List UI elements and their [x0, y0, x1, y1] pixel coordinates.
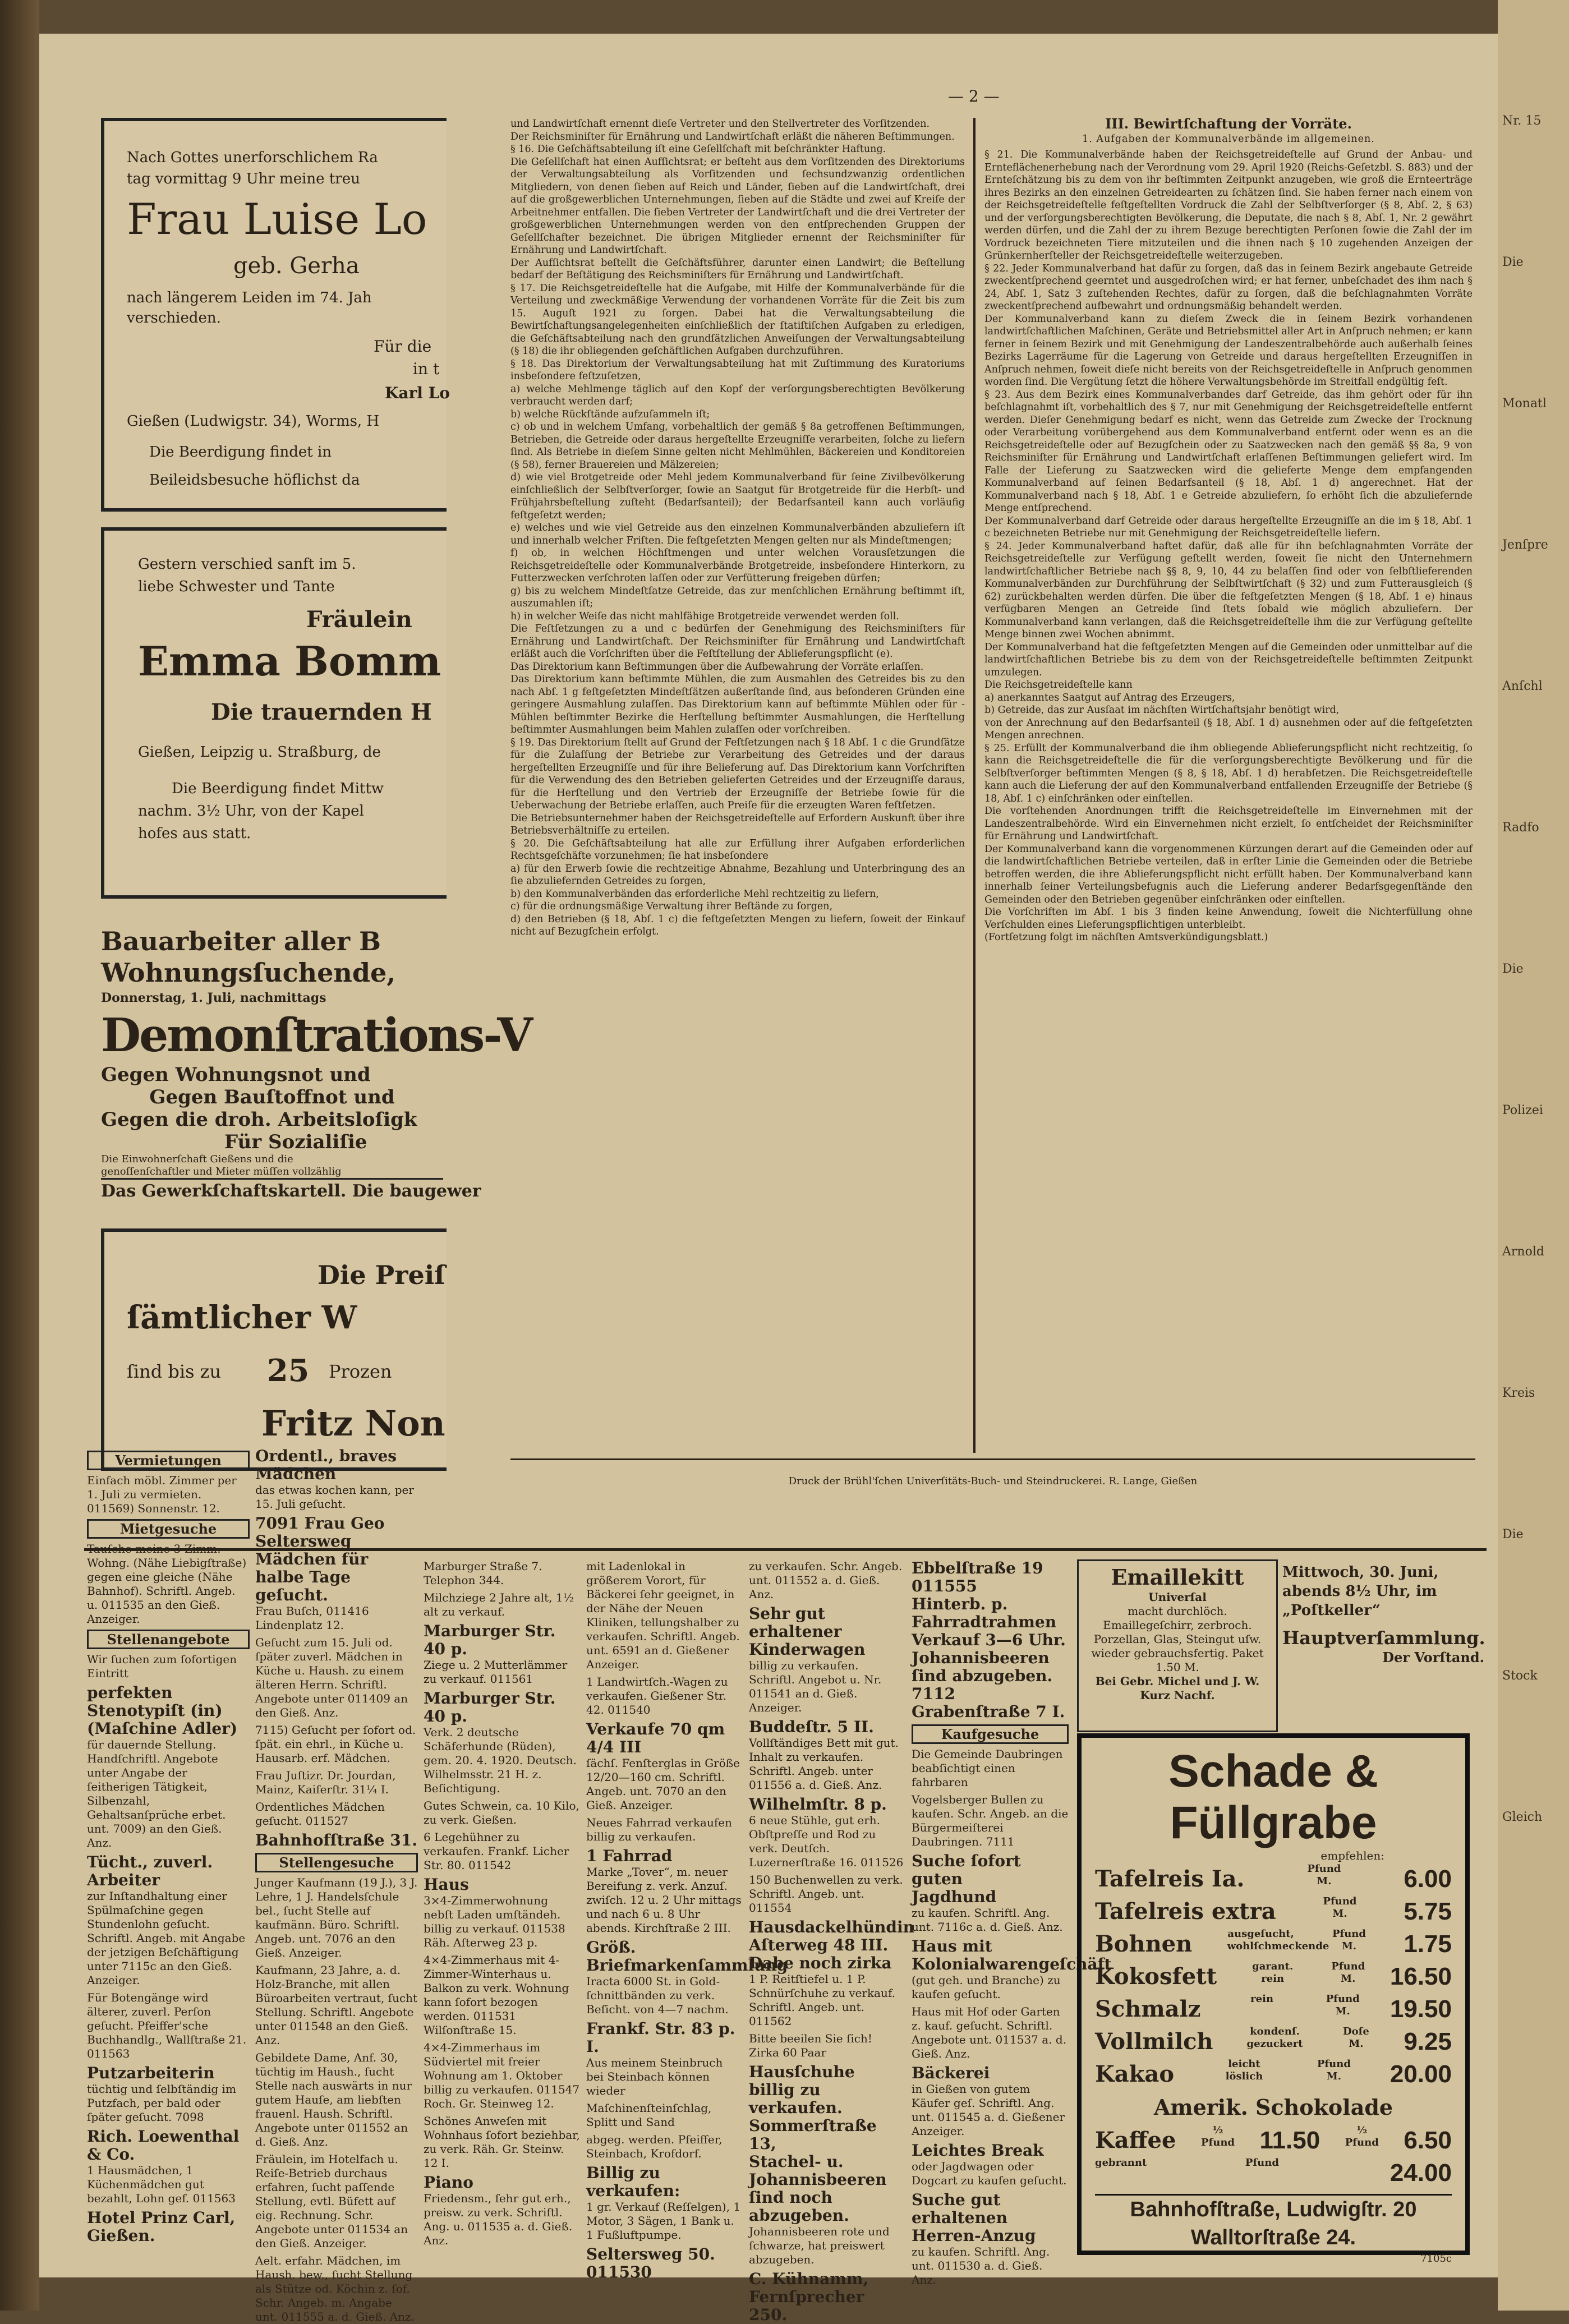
classified-text: Frau Buſch, 011416 Lindenplatz 12. [255, 1604, 369, 1632]
classified-headline: ſind noch abzugeben. [749, 2188, 849, 2225]
price-item-note: rein [1250, 1993, 1274, 2005]
meeting-title: Hauptverſammlung. [1282, 1627, 1485, 1649]
schade-address-1: Bahnhofſtraße, Ludwigſtr. 20 [1095, 2194, 1452, 2224]
classified-headline: Tücht., zuverl. Arbeiter [87, 1853, 213, 1889]
classified-text: Verk. 2 deutsche Schäferhunde (Rüden), gem. 20. 4. 1920. Deutsch. Wilhelmsstr. 21 H. z. Beſichtigung. [424, 1725, 577, 1795]
schade-price-list [1095, 1863, 1452, 2091]
price-item-price: 6.00 [1404, 1865, 1452, 1893]
classified-text: Gutes Schwein, ca. 10 Kilo, zu verk. Gießen. [424, 1799, 579, 1826]
classified-text: Aelt. erfahr. Mädchen, im Haush. bew., ſucht Stellung als Stütze od. Köchin z. ſof. Schr. Angeb. m. Angabe unt. 011555 a. d. Gieß. Anz. [255, 2254, 415, 2323]
classified-text: Junger Kaufmann (19 J.), 3 J. Lehre, 1 J. Handelsſchule bel., ſucht Stelle auf kaufmänn. Büro. Schriftl. Angeb. unt. 7076 an den Gieß. Anzeiger. [255, 1876, 418, 1959]
obit-details-2: verschieden. [127, 310, 221, 326]
col2-paragraph: Der Kommunalverband darf Getreide oder daraus hergeſtellte Erzeugniſſe an die im § 18, Abſ. 1 c bezeichneten Betriebe nur mit Genehmigung der Reichsgetreideſtelle liefern. [984, 515, 1473, 539]
price-item-unit: Pfund M. [1332, 1928, 1366, 1952]
obit2-name: Emma Bomm [138, 637, 441, 685]
classified-text: 4×4-Zimmerhaus mit 4-Zimmer-Winterhaus u. Balkon zu verk. Wohnung kann ſofort bezogen werden. 011531 Wilſonſtraße 15. [424, 1953, 569, 2037]
demo-line-1: Bauarbeiter aller B [101, 926, 381, 956]
schade-fuellgrabe-ad [1077, 1733, 1470, 2265]
classified-headline: Seltersweg 50. 011530 [586, 2245, 715, 2281]
price-item-row [1095, 1895, 1452, 1928]
classified-headline: Stachel- u. Johannisbeeren [749, 2152, 887, 2189]
classified-section-header: Mietgesuche [87, 1519, 250, 1539]
price-item-price: 1.75 [1404, 1930, 1452, 1958]
col1-paragraph: h) in welcher Weiſe das nicht mahlfähige Brotgetreide verwendet werden ſoll. [510, 610, 899, 622]
col2-paragraph: Der Kommunalverband kann zu dieſem Zweck die in ſeinem Bezirk vorhandenen landwirtſchaftlichen Maſchinen, Geräte und Betriebsmittel aller Art in Anſpruch nehmen; er kann ferner in ſeinem Bezirk und mit Genehmigung der Landeszentralbehörde auch außerhalb ſeines Bezirks Lagerräume für die Lagerung von Getreide und daraus hergeſtellten Erzeugniſſen in Anſpruch nehmen, ſoweit dieſe nicht bereits von der Reichsgetreideſtelle in Anſpruch genommen worden ſind. Die Vergütung ſetzt die höhere Verwaltungsbehörde im Streitfall endgültig feſt. [984, 313, 1473, 388]
classified-headline: Leichtes Break [912, 2141, 1044, 2160]
classifieds-column-5 [749, 1559, 914, 2324]
classified-headline: Kinderwagen [749, 1640, 866, 1659]
price-item-name: Kokosfett [1095, 1963, 1217, 1990]
facing-page-text: Radfo [1502, 821, 1539, 835]
classified-text: Iracta 6000 St. in Gold-ſchnittbänden zu verk. Beſicht. von 4—7 nachm. [586, 1975, 729, 2016]
meeting-ad [1279, 1559, 1488, 1729]
demo-line-8: Für Sozialiſie [224, 1131, 367, 1153]
classified-headline: Dabe noch zirka [749, 1954, 892, 1972]
classified-headline: Putzarbeiterin [87, 2064, 215, 2082]
classified-headline: Verkauf 3—6 Uhr. [912, 1631, 1066, 1649]
price-item-unit: Pfund M. [1326, 1993, 1360, 2017]
col1-paragraph: § 20. Die Geſchäftsabteilung hat alle zur Erfüllung ihrer Aufgaben erforderlichen Rechtsgeſchäfte vorzunehmen; ſie hat insbeſondere [510, 837, 965, 862]
col1-paragraph: f) ob, in welchen Höchſtmengen und unter welchen Vorausſetzungen die Reichsgetreideſtelle oder Kommunalverbände Brotgetreide, insbeſondere Hinterkorn, zu Futterzwecken verſchroten laſſen oder zur Verfütterung freigeben dürfen; [510, 547, 965, 584]
classified-text: Wir ſuchen zum ſofortigen Eintritt [87, 1653, 237, 1680]
classified-section-header: Kaufgesuche [912, 1724, 1069, 1744]
classified-headline: Marburger Str. 40 p. [424, 1622, 556, 1658]
col1-paragraph: Die Betriebsunternehmer haben der Reichsgetreideſtelle auf Erfordern Auskunft über ihre Betriebsverhältniſſe zu erteilen. [510, 812, 965, 836]
col1-paragraph: g) bis zu welchem Mindeſtſatze Getreide, das zur menſchlichen Ernährung beſtimmt iſt, auszumahlen iſt; [510, 585, 965, 609]
classifieds-column-1 [87, 1447, 250, 2272]
col1-paragraph: § 19. Das Direktorium ſtellt auf Grund der Feſtſetzungen nach § 18 Abſ. 1 c die Grundſätze für die Zulaſſung der Betriebe zur Verarbeitung des Getreides und der daraus hergeſtellten Erzeugniſſe und für ihre Belieferung auf. Das Direktorium kann Vorſchriften für die Verwendung des den Betrieben gelieferten Getreides und der Erzeugniſſe daraus, für die Herſtellung und den Vertrieb der Erzeugniſſe der Betriebe ſowie für die Ueberwachung der Betriebe erlaſſen, auch Preiſe für die erzeugten Waren feſtſetzen. [510, 737, 965, 811]
classified-text: für dauernde Stellung. Handſchriftl. Angebote unter Angabe der ſeitherigen Tätigkeit, Silbenzahl, Gehaltsanſprüche erbet. unt. 7009) an den Gieß. Anz. [87, 1738, 226, 1849]
price-item-note: garant. rein [1252, 1961, 1294, 1985]
price-item-name: Schmalz [1095, 1996, 1201, 2022]
col1-paragraph: § 16. Die Geſchäftsabteilung iſt eine Geſellſchaft mit beſchränkter Haftung. [510, 144, 886, 155]
classifieds-column-2 [255, 1447, 418, 2323]
classified-headline: Bäckerei [912, 2064, 990, 2082]
classified-text: das etwas kochen kann, per 15. Juli geſucht. [255, 1483, 414, 1511]
classified-text: Gebildete Dame, Anf. 30, tüchtig im Haush., ſucht Stelle nach auswärts in nur gutem Hauſe, am liebſten frauenl. Haush. Schriftl. Angebote unter 011552 an d. Gieß. Anz. [255, 2051, 412, 2148]
classified-text: zu kaufen. Schriftl. Ang. unt. 7116c a. d. Gieß. Anz. [912, 1906, 1063, 1934]
obit2-funeral-1: Die Beerdigung findet Mittw [172, 780, 384, 797]
obituary-luise [101, 118, 450, 512]
classified-text: Milchziege 2 Jahre alt, 1½ alt zu verkauf. [424, 1591, 574, 1618]
classified-headline: perfekten [87, 1683, 173, 1702]
col2-paragraph: b) Getreide, das zur Ausſaat im nächſten Wirtſchaftsjahr benötigt wird, [984, 705, 1340, 716]
obit-funeral-2: Beileidsbesuche höflichst da [149, 472, 360, 489]
obit-born: geb. Gerha [233, 253, 360, 279]
facing-page-text: Anſchl [1502, 679, 1543, 693]
classified-text: zu kaufen. Schriftl. Ang. unt. 011530 a. d. Gieß. Anz. [912, 2245, 1050, 2286]
obit-details-1: nach längerem Leiden im 74. Jah [127, 289, 372, 306]
schade-coffee-row [1095, 2124, 1452, 2157]
emaillekitt-sellers: Bei Gebr. Michel und J. W. Kurz Nachf. [1095, 1674, 1260, 1702]
classified-headline: Stenotypiſt (in) [87, 1701, 223, 1720]
price-item-unit: Pfund M. [1317, 2058, 1351, 2082]
obit2-intro-2: liebe Schwester und Tante [138, 578, 335, 595]
schade-empfehlen: empfehlen: [1320, 1849, 1384, 1862]
facing-page-text: Kreis [1502, 1386, 1535, 1400]
schade-chocolate: Amerik. Schokolade [1153, 2095, 1393, 2120]
facing-page-text: Die [1502, 255, 1524, 269]
schade-code: 7105c [1420, 2253, 1452, 2265]
col1-paragraph: § 17. Die Reichsgetreideſtelle hat die Aufgabe, mit Hilfe der Kommunalverbände für die Verteilung und zweckmäßige Verwendung der vorhandenen Vorräte für die Zeit bis zum 15. Auguſt 1921 zu ſorgen. Dabei hat die Verwaltungsabteilung die Bewirtſchaftungsangelegenheiten einſchließlich der ſtatiſtiſchen Aufgaben zu erledigen, die Geſchäftsabteilung nach den grundſätzlichen Anweiſungen der Verwaltungsabteilung (§ 18) die ihr obliegenden geſchäftlichen Aufgaben durchzuführen. [510, 282, 965, 357]
classified-text: 3×4-Zimmerwohnung nebſt Laden umſtändeh. billig zu verkauf. 011538 Räh. Aſterweg 23 p. [424, 1894, 565, 1949]
classified-headline: ſind abzugeben. 7112 [912, 1667, 1053, 1703]
section-heading: III. Bewirtſchaftung der Vorräte. [1105, 116, 1352, 132]
price-item-row [1095, 1961, 1452, 1993]
price-line-2: ſämtlicher W [127, 1299, 357, 1336]
classified-headline: Grabenſtraße 7 I. [912, 1702, 1065, 1721]
col2-paragraph: Die Reichsgetreideſtelle kann [984, 679, 1133, 691]
classified-headline: Ebbelſtraße 19 011555 [912, 1559, 1043, 1595]
col1-paragraph: a) für den Erwerb ſowie die rechtzeitige Abnahme, Bezahlung und Unterbringung des an ſie abzuliefernden Getreides zu ſorgen, [510, 863, 965, 887]
classified-headline: Piano [424, 2173, 473, 2192]
price-line-1: Die Preiſ [318, 1260, 446, 1290]
col2-paragraph: § 23. Aus dem Bezirk eines Kommunalverbandes darf Getreide, das ihm gehört oder für ihn beſchlagnahmt iſt, vorbehaltlich des § 7, nur mit Genehmigung der Reichsgetreideſtelle entfernt werden. Dieſer Genehmigung bedarf es nicht, wenn das Getreide zum Zwecke der Trocknung oder Verarbeitung vorübergehend aus dem Kommunalverband entfernt oder wenn es an die Reichsgetreideſtelle oder auf Bezugſchein oder zu Saatzwecken nach den gemäß §§ 8a, 9 von Reichsminiſter für Ernährung und Landwirtſchaft erlaſſenen Beſtimmungen geliefert wird. Im Falle der Lieferung zu Saatzwecken wird die gelieferte Menge dem empfangenden Kommunalverband auf ſeinen Bedarfsanteil (§ 18, Abſ. 1 d) angerechnet. Hat der Kommunalverband nach § 18, Abſ. 1 e Getreide abzuliefern, ſo erhöht ſich die abzuliefernde Menge entſprechend. [984, 389, 1473, 514]
obit-mourners-2: in t [413, 360, 440, 378]
classified-text: oder Jagdwagen oder Dogcart zu kaufen geſucht. [912, 2160, 1067, 2187]
obit2-funeral-2: nachm. 3½ Uhr, von der Kapel [138, 803, 364, 820]
book-spine [0, 0, 39, 2311]
classified-headline: Hinterb. p. Fahrradtrahmen [912, 1595, 1057, 1631]
emaillekitt-title: Emaillekitt [1111, 1564, 1244, 1590]
coffee-price-1: 11.50 [1259, 2127, 1320, 2154]
meeting-board: Der Vorſtand. [1382, 1649, 1484, 1665]
col1-paragraph: b) den Kommunalverbänden das erforderliche Mehl rechtzeitig zu liefern, [510, 888, 879, 900]
classified-headline: Rich. Loewenthal & Co. [87, 2127, 240, 2164]
classified-text: Geſucht zum 15. Juli od. ſpäter zuverl. Mädchen in Küche u. Haush. zu einem älteren Herrn. Schriftl. Angebote unter 011409 an den Gieß. Anz. [255, 1636, 408, 1719]
article-column-2 [984, 118, 1473, 1453]
demo-line-6: Gegen Bauſtoffnot und [149, 1086, 395, 1108]
classified-headline: Haus mit Kolonialwarengeſchäft [912, 1937, 1112, 1973]
classified-text: Tauſche meine 3-Zimm.-Wohng. (Nähe Liebigſtraße) gegen eine gleiche (Nähe Bahnhof). Schriftl. Angeb. u. 011535 an den Gieß. Anzeiger. [87, 1542, 247, 1626]
obit-mourners-1: Für die [374, 337, 432, 356]
demo-line-5: Gegen Wohnungsnot und [101, 1064, 371, 1086]
classified-headline: Suche ſofort guten [912, 1852, 1021, 1888]
classified-text: ſächſ. Fenſterglas in Größe 12/20—160 cm. Schriftl. Angeb. unt. 7070 an den Gieß. Anzeiger. [586, 1756, 740, 1812]
newspaper-page [39, 34, 1498, 2324]
classified-text: (gut geh. und Branche) zu kaufen geſucht. [912, 1973, 1061, 2001]
obit2-funeral-3: hofes aus statt. [138, 825, 251, 842]
classified-headline: Fernſprecher 250. [749, 2288, 864, 2324]
classified-text: Friedensm., ſehr gut erh., preisw. zu verk. Schriftl. Ang. u. 011535 a. d. Gieß. Anz. [424, 2192, 573, 2247]
classified-headline: 7091 Frau Geo Seltersweg [255, 1514, 385, 1550]
classified-text: Die Gemeinde Daubringen beabſichtigt einen fahrbaren [912, 1747, 1063, 1789]
obit-place: Gießen (Ludwigstr. 34), Worms, H [127, 413, 380, 430]
demo-line-2: Wohnungsſuchende, [101, 958, 396, 988]
price-item-name: Vollmilch [1095, 2028, 1213, 2055]
facing-page-text: Nr. 15 [1502, 114, 1542, 128]
col2-paragraph: § 21. Die Kommunalverbände haben der Reichsgetreideſtelle auf Grund der Anbau- und Ernteflächenerhebung nach der Verordnung vom 29. April 1920 (Reichs-Geſetzbl. S. 883) und der Ernteſchätzung bis zu dem von ihr beſtimmten Zeitpunkt anzugeben, wie groß die Ernteerträge ihres Bezirks an den einzelnen Getreidearten zu ſchätzen ſind. Sie haben ferner nach einem von der Reichsgetreideſtelle feſtgeſtellten Vordruck die Zahl der Selbſtverſorger (§ 8, Abſ. 2, § 63) und der verſorgungsberechtigten Bevölkerung, die Deputate, die nach § 8, Abſ. 1, Nr. 2 gewährt werden dürfen, und die Zahl der zu ihrem Bezuge berechtigten Perſonen ſowie die Zahl der im Vordruck bezeichneten Tiere mitzuteilen und die ihnen nach § 10 zugehenden Anzeigen der Grünkernherſteller der Reichsgetreideſtelle weiterzugeben. [984, 149, 1473, 261]
article-bottom-rule [510, 1458, 1475, 1460]
price-item-price: 9.25 [1404, 2028, 1452, 2055]
classified-headline: Frankf. Str. 83 p. I. [586, 2019, 735, 2056]
classified-text: billig zu verkaufen. Schriftl. Angebot u. Nr. 011541 an d. Gieß. Anzeiger. [749, 1659, 882, 1714]
classified-text: Schönes Anweſen mit Wohnhaus ſofort beziehbar, zu verk. Räh. Gr. Steinw. 12 I. [424, 2114, 580, 2170]
price-item-row [1095, 1863, 1452, 1895]
demo-line-10: genoſſenſchaftler und Mieter müſſen vollzählig [101, 1166, 342, 1177]
classified-headline: Billig zu verkaufen: [586, 2164, 680, 2200]
facing-page-text: Monatl [1502, 397, 1547, 411]
price-item-row [1095, 1928, 1452, 1961]
price-item-unit: Doſe M. [1343, 2026, 1369, 2050]
demo-line-3: Donnerstag, 1. Juli, nachmittags [101, 991, 326, 1005]
classified-headline: Johannisbeeren [912, 1649, 1050, 1667]
schade-coffee-row-2 [1095, 2157, 1452, 2189]
col1-paragraph: d) wie viel Brotgetreide oder Mehl jedem Kommunalverband für ſeine Zivilbevölkerung einſchließlich der Selbſtverſorger, ſowie an Saatgut für Brotgetreide für die Herbſt- und Frühjahrsbeſtellung zuſteht (Bedarfsanteil); der Bedarfsanteil kann auch vorläufig feſtgeſetzt werden; [510, 472, 965, 521]
classified-headline: Ordentl., braves Mädchen [255, 1447, 397, 1483]
obit-name: Frau Luise Lo [127, 194, 427, 244]
price-item-unit: Pfund M. [1307, 1863, 1341, 1887]
col1-paragraph: Der Reichsminiſter für Ernährung und Landwirtſchaft erläßt die näheren Beſtimmungen. [510, 131, 955, 142]
price-item-name: Tafelreis Ia. [1095, 1866, 1245, 1892]
col2-paragraph: Die vorſtehenden Anordnungen trifft die Reichsgetreideſtelle im Einvernehmen mit der Landeszentralbehörde. Wird ein Einvernehmen nicht erzielt, ſo entſcheidet der Reichsminiſter für Ernährung und Landwirtſchaft. [984, 806, 1473, 842]
demo-line-9: Die Einwohnerſchaft Gießens und die [101, 1153, 293, 1165]
classified-headline: Herren-Anzug [912, 2226, 1036, 2245]
col2-paragraph: von der Anrechnung auf den Bedarfsanteil (§ 18, Abſ. 1 d) ausnehmen oder auf die feſtgeſetzten Mengen anrechnen. [984, 717, 1473, 741]
facing-page-text: Die [1502, 962, 1524, 976]
classified-text: Haus mit Hof oder Garten z. kauf. geſucht. Schriftl. Angebote unt. 011537 a. d. Gieß. Anz. [912, 2005, 1067, 2060]
col1-paragraph: d) den Betrieben (§ 18, Abſ. 1 c) die feſtgeſetzten Mengen zu liefern, ſoweit der Einkauf nicht auf Bezugſchein erfolgt. [510, 913, 965, 937]
price-item-unit: Pfund M. [1323, 1895, 1357, 1920]
classified-text: 1 Hausmädchen, 1 Küchenmädchen gut bezahlt, Lohn gef. 011563 [87, 2164, 236, 2205]
meeting-date: Mittwoch, 30. Juni, abends 8½ Uhr, im „Poſtkeller“ [1282, 1564, 1439, 1619]
demo-line-7: Gegen die droh. Arbeitsloſigk [101, 1108, 417, 1131]
col2-paragraph: Die Vorſchriften im Abſ. 1 bis 3 finden keine Anwendung, ſoweit die Nichterfüllung ohne Verſchulden eines Lieferungspflichtigen unterbleibt. [984, 906, 1473, 931]
classified-text: 1 Landwirtſch.-Wagen zu verkaufen. Gießener Str. 42. 011540 [586, 1675, 728, 1716]
col2-paragraph: Der Kommunalverband hat die feſtgeſetzten Mengen auf die Gemeinden oder unmittelbar auf die landwirtſchaftlichen Betriebe bis zu dem von der Reichsgetreideſtelle beſtimmten Zeitpunkt umzulegen. [984, 641, 1473, 678]
price-item-name: Kakao [1095, 2061, 1174, 2087]
classified-headline: Größ. Briefmarkenſammlung [586, 1938, 788, 1975]
page-number: — 2 — [948, 87, 1000, 105]
price-item-price: 5.75 [1404, 1898, 1452, 1925]
classifieds-column-4 [586, 1559, 788, 2281]
classified-headline: 1 Fahrrad [586, 1847, 673, 1865]
classified-text: Aus meinem Steinbruch bei Steinbach können wieder [586, 2056, 723, 2097]
classified-headline: Buddeſtr. 5 II. [749, 1718, 874, 1736]
classified-text: Kaufmann, 23 Jahre, a. d. Holz-Branche, mit allen Büroarbeiten vertraut, ſucht Stellung. Schriftl. Angebote unter 011548 an den Gieß. Anz. [255, 1963, 418, 2047]
classified-text: 150 Buchenwellen zu verk. Schriftl. Angeb. unt. 011554 [749, 1873, 903, 1915]
classified-section-header: Vermietungen [87, 1451, 250, 1470]
col2-paragraph: § 22. Jeder Kommunalverband hat dafür zu ſorgen, daß das in ſeinem Bezirk angebaute Getreide zweckentſprechend geerntet und ausgedroſchen wird; er hat ferner, unbeſchadet des ihm nach § 24, Abſ. 1, Satz 3 zuſtehenden Rechtes, dafür zu ſorgen, daß die beſchlagnahmten Vorräte zweckentſprechend aufbewahrt und ordnungsmäßig behandelt werden. [984, 263, 1473, 312]
col2-paragraph: (Fortſetzung folgt im nächſten Amtsverkündigungsblatt.) [984, 932, 1268, 943]
classified-text: zu verkaufen. Schr. Angeb. unt. 011552 a. d. Gieß. Anz. [749, 1559, 903, 1601]
col1-paragraph: Das Direktorium kann Beſtimmungen über die Aufbewahrung der Vorräte erlaſſen. [510, 661, 924, 673]
price-item-unit: Pfund M. [1331, 1961, 1365, 1985]
classified-text: Fräulein, im Hotelfach u. Reiſe-Betrieb durchaus erfahren, ſucht paſſende Stellung, evtl. Büfett auf eig. Rechnung. Schr. Angebote unter 011534 an den Gieß. Anzeiger. [255, 2152, 408, 2250]
col1-paragraph: a) welche Mehlmenge täglich auf den Kopf der verſorgungsberechtigten Bevölkerung verbraucht werden darf; [510, 383, 965, 407]
obit-mourners-3: Karl Lo [385, 384, 450, 402]
facing-page-text: Arnold [1502, 1245, 1544, 1259]
classified-headline: Sehr gut erhaltener [749, 1604, 842, 1641]
classified-text: in Gießen von gutem Käufer geſ. Schriftl. Ang. unt. 011545 a. d. Gießener Anzeiger. [912, 2082, 1065, 2138]
classified-text: Einfach möbl. Zimmer per 1. Juli zu vermieten. 011569) Sonnenstr. 12. [87, 1474, 237, 1515]
classified-headline: Sommerſtraße 13, [749, 2116, 877, 2153]
price-line-3: ſind bis zu [127, 1361, 222, 1382]
obit-funeral-1: Die Beerdigung findet in [149, 444, 332, 461]
classified-text: 1 P. Reitſtiefel u. 1 P. Schnürſchuhe zu verkauf. Schriftl. Angeb. unt. 011562 [749, 1972, 895, 2028]
printer-imprint: Druck der Brühl'ſchen Univerſitäts-Buch- und Steindruckerei. R. Lange, Gießen [788, 1475, 1198, 1487]
facing-page-fragment [1498, 0, 1569, 2311]
schade-name: Schade & Füllgrabe [1168, 1746, 1378, 1848]
classified-text: tüchtig und ſelbſtändig im Putzfach, per bald oder ſpäter geſucht. 7098 [87, 2082, 236, 2124]
classified-text: Marburger Straße 7. Telephon 344. [424, 1559, 542, 1587]
price-item-row [1095, 2058, 1452, 2091]
classified-headline: Aſterweg 48 III. [749, 1936, 889, 1954]
classified-headline: Hotel Prinz Carl, Gießen. [87, 2208, 236, 2245]
classified-text: 1 gr. Verkauf (Reſſelgen), 1 Motor, 3 Sägen, 1 Bank u. 1 Fußluftpumpe. [586, 2200, 741, 2242]
price-item-price: 19.50 [1389, 1995, 1452, 2023]
classified-text: Für Botengänge wird älterer, zuverl. Perſon geſucht. Pfeiffer'sche Buchhandlg., Wallſtraße 21. 011563 [87, 1991, 247, 2060]
classified-headline: Wilhelmſtr. 8 p. [749, 1795, 887, 1814]
classified-headline: Bahnhofſtraße 31. [255, 1831, 418, 1849]
demo-line-11: Das Gewerkſchaftskartell. Die baugewer [101, 1178, 443, 1203]
classified-headline: Hausdackelhündin [749, 1918, 914, 1936]
classifieds-column-3 [424, 1559, 581, 2272]
price-item-row [1095, 1993, 1452, 2026]
classified-section-header: Stellenangebote [87, 1630, 250, 1649]
classified-text: Vollſtändiges Bett mit gut. Inhalt zu verkaufen. Schriftl. Angeb. unter 011556 a. d. Gieß. Anz. [749, 1736, 899, 1792]
classified-text: Ordentliches Mädchen geſucht. 011527 [255, 1800, 385, 1828]
price-item-name: Tafelreis extra [1095, 1898, 1276, 1925]
obit-intro-1: Nach Gottes unerforschlichem Ra [127, 149, 378, 166]
col2-paragraph: Der Kommunalverband kann die vorgenommenen Kürzungen derart auf die Gemeinden oder auf die landwirtſchaftlichen Betriebe verteilen, daß in erſter Linie die Gemeinden oder die Betriebe betroffen werden, die ihre Ablieferungspflicht nicht erfüllt haben. Der Kommunalverband kann innerhalb ſeiner Verteilungsbefugnis auch die Lieferung anderer Bedarfsgegenſtände den Gemeinden oder den Betrieben gegenüber einſchränken oder einſtellen. [984, 843, 1473, 905]
col1-paragraph: Das Direktorium kann beſtimmte Mühlen, die zum Ausmahlen des Getreides bis zu den nach Abſ. 1 g feſtgeſetzten Mindeſtſätzen außerſtande ſind, aus beſonderen Gründen eine geringere Ausmahlung zulaſſen. Das Direktorium kann auf beſtimmte Mühlen oder für -Mühlen beſtimmter Bezirke die Herſtellung beſtimmter Ausmahlungen, die Herſtellung beſtimmter Ausmahlungen beim Mahlen zulaſſen oder vorſchreiben. [510, 674, 965, 735]
price-item-note: kondenſ. gezuckert [1246, 2026, 1303, 2050]
obituary-emma [101, 527, 447, 899]
col1-paragraph: Die Feſtſetzungen zu a und c bedürfen der Genehmigung des Reichsminiſters für Ernährung und Landwirtſchaft. Der Reichsminiſter für Ernährung und Landwirtſchaft erläßt auch die Vorſchriften über die Feſtſtellung der Ablieferungspflicht (e). [510, 623, 965, 660]
obit2-mourners: Die trauernden H [211, 699, 432, 725]
col1-paragraph: c) für die ordnungsmäßige Verwaltung ihrer Beſtände zu ſorgen, [510, 901, 833, 912]
price-line-4: 25 [267, 1352, 310, 1388]
classified-text: Marke „Tover“, m. neuer Bereifung z. verk. Anzuſ. zwiſch. 12 u. 2 Uhr mittags und nach 6 u. 8 Uhr abends. Kirchſtraße 2 III. [586, 1865, 742, 1935]
classified-text: Ziege u. 2 Mutterlämmer zu verkauf. 011561 [424, 1658, 568, 1686]
coffee-price-3: 24.00 [1389, 2159, 1452, 2187]
classified-text: abgeg. werden. Pfeiffer, Steinbach, Krofdorf. [586, 2133, 723, 2160]
price-line-5: Prozen [329, 1361, 392, 1382]
col1-paragraph: und Landwirtſchaft ernennt dieſe Vertreter und den Stellvertreter des Vorſitzenden. [510, 118, 930, 130]
demonstration-ad [101, 926, 532, 1201]
obit-intro-2: tag vormittag 9 Uhr meine treu [127, 171, 360, 187]
emaillekitt-desc: macht durchlöch. Emaillegeſchirr, zerbroch. Porzellan, Glas, Steingut uſw. wieder gebrauchsfertig. Paket 1.50 M. [1091, 1604, 1264, 1674]
schade-address-2: Walltorſtraße 24. [1190, 2226, 1356, 2249]
article-column-1 [510, 118, 965, 1453]
classified-headline: Haus [424, 1875, 469, 1894]
col1-paragraph: Die Geſellſchaft hat einen Aufſichtsrat; er beſteht aus dem Vorſitzenden des Direktoriums der Verwaltungsabteilung als Vorſitzenden und ſechsundzwanzig ordentlichen Mitgliedern, von denen ſieben auf Reich und Länder, ſieben auf die Landwirtſchaft, drei auf die großgewerblichen Unternehmungen, ſieben auf die Städte und zwei auf Kreiſe der Arbeitnehmer entfallen. Die ſieben Vertreter der Landwirtſchaft und die drei Vertreter der großgewerblichen Unternehmungen werden von den entſprechenden Gruppen der Geſellſchafter bezeichnet. Die übrigen Mitglieder ernennt der Reichsminiſter für Ernährung und Landwirtſchaft. [510, 156, 965, 256]
col2-paragraph: a) anerkanntes Saatgut auf Antrag des Erzeugers, [984, 692, 1235, 703]
col2-paragraph: § 24. Jeder Kommunalverband haftet dafür, daß alle für ihn beſchlagnahmten Vorräte der Reichsgetreideſtelle zur Verfügung geſtellt werden, ſoweit ſie nicht den Unternehmern landwirtſchaftlicher Betriebe nach §§ 8, 9, 10, 44 zu belaſſen ſind oder von ſelbſtlieferenden Kommunalverbänden zur Durchführung der Selbſtwirtſchaft (§ 32) und zum Futterausgleich (§ 62) zurückbehalten werden dürfen. Die über die feſtgeſetzten Mengen (§ 18, Abſ. 1 e) hinaus verfügbaren Mengen an Getreide ſind ſtets ſobald wie möglich abzuliefern. Der Kommunalverband kann verlangen, daß die Reichsgetreideſtelle ihm die zur Verfügung geſtellte Menge binnen zwei Wochen abnimmt. [984, 540, 1473, 640]
obit2-intro-1: Gestern verschied sanft im 5. [138, 556, 356, 573]
classified-headline: C. Kühnamm, [749, 2270, 869, 2288]
obit2-place: Gießen, Leipzig u. Straßburg, de [138, 744, 381, 761]
column-rule [973, 118, 976, 1453]
col1-paragraph: b) welche Rückſtände aufzuſammeln iſt; [510, 408, 710, 420]
emaillekitt-sub: Univerſal [1148, 1590, 1207, 1604]
classified-text: Vogelsberger Bullen zu kaufen. Schr. Angeb. an die Bürgermeiſterei Daubringen. 7111 [912, 1793, 1069, 1848]
classified-text: mit Ladenlokal in größerem Vorort, für Bäckerei ſehr geeignet, in der Nähe der Neuen Kliniken, tellungshalber zu verkaufen. Schriftl. Angeb. unt. 6591 an d. Gießener Anzeiger. [586, 1559, 740, 1671]
classified-text: Johannisbeeren rote und ſchwarze, hat preiswert abzugeben. [749, 2225, 890, 2266]
classified-text: Maſchinenſteinſchlag, Splitt und Sand [586, 2101, 712, 2129]
facing-page-text: Stock [1502, 1669, 1538, 1683]
section-subheading: 1. Aufgaben der Kommunalverbände im allgemeinen. [1082, 133, 1375, 145]
emaillekitt-ad [1077, 1559, 1278, 1732]
coffee-note: gebrannt [1095, 2157, 1147, 2169]
facing-page-text: Die [1502, 1527, 1524, 1541]
price-reduction-ad [101, 1228, 447, 1471]
price-item-note: leicht löslich [1225, 2058, 1263, 2082]
classified-text: 4×4-Zimmerhaus im Südviertel mit freier Wohnung am 1. Oktober billig zu verkaufen. 011547 Roch. Gr. Steinweg 12. [424, 2041, 580, 2110]
classified-headline: Hausſchuhe [749, 2063, 855, 2081]
demo-line-4: Demonſtrations-V [101, 1009, 532, 1062]
classified-headline: billig zu verkaufen. [749, 2081, 843, 2117]
price-item-row [1095, 2026, 1452, 2058]
coffee-unit-3: Pfund [1245, 2157, 1279, 2169]
col1-paragraph: e) welches und wie viel Getreide aus den einzelnen Kommunalverbänden abzuliefern iſt und innerhalb welcher Friſten. Die feſtgeſetzten Mengen gelten nur als Mindeſtmengen; [510, 522, 965, 546]
coffee-price-2: 6.50 [1404, 2127, 1452, 2154]
classified-headline: Jagdhund [912, 1888, 997, 1906]
col2-paragraph: § 25. Erfüllt der Kommunalverband die ihm obliegende Ablieferungspflicht nicht rechtzeitig, ſo kann die Reichsgetreideſtelle die für die verſorgungsberechtigte Bevölkerung und für die Selbſtverſorger beſtimmten Mengen (§ 8, § 18, Abſ. 1 d) herabſetzen. Die Reichsgetreideſtelle kann auch die Lieferung der auf den Kommunalverband entfallenden Erzeugniſſe der Betriebe (§ 18, Abſ. 1 c) einſchränken oder einſtellen. [984, 742, 1473, 804]
coffee-label: Kaffee [1095, 2127, 1176, 2153]
classified-text: 7115) Geſucht per ſofort od. ſpät. ein ehrl., in Küche u. Hausarb. erf. Mädchen. [255, 1723, 416, 1765]
classified-text: Frau Juſtizr. Dr. Jourdan, Mainz, Kaiſerſtr. 31¼ I. [255, 1769, 396, 1796]
classified-text: Neues Fahrrad verkaufen billig zu verkaufen. [586, 1816, 732, 1843]
facing-page-text: Gleich [1502, 1810, 1543, 1824]
classified-text: zur Inſtandhaltung einer Spülmaſchine gegen Stundenlohn geſucht. Schriftl. Angeb. mit Angabe der jetzigen Beſchäftigung unter 7115c an den Gieß. Anzeiger. [87, 1889, 246, 1987]
classified-headline: Mädchen für halbe Tage geſucht. [255, 1550, 369, 1604]
classified-headline: Marburger Str. 40 p. [424, 1689, 556, 1725]
coffee-unit-2: ½ Pfund [1345, 2124, 1379, 2148]
price-item-price: 16.50 [1389, 1963, 1452, 1990]
price-line-6: Fritz Non [261, 1403, 445, 1444]
price-item-price: 20.00 [1389, 2060, 1452, 2088]
classified-text: 6 neue Stühle, gut erh. Obſtpreſſe und Rod zu verk. Deutſch. Luzernerſtraße 16. 011526 [749, 1814, 904, 1869]
facing-page-text: Polizei [1502, 1103, 1543, 1117]
coffee-unit-1: ½ Pfund [1200, 2124, 1235, 2148]
classified-headline: Verkaufe 70 qm 4/4 III [586, 1720, 725, 1756]
facing-page-text: Jenſpre [1502, 538, 1548, 552]
col1-paragraph: § 18. Das Direktorium der Verwaltungsabteilung hat mit Zuſtimmung des Kuratoriums insbeſondere feſtzuſetzen, [510, 358, 965, 382]
classified-headline: (Maſchine Adler) [87, 1719, 238, 1738]
classified-text: 6 Legehühner zu verkaufen. Frankf. Licher Str. 80. 011542 [424, 1830, 569, 1872]
col1-paragraph: Der Aufſichtsrat beſtellt die Geſchäftsführer, darunter einen Landwirt; die Beſtellung bedarf der Beſtätigung des Reichsminiſters für Ernährung und Landwirtſchaft. [510, 257, 965, 281]
obit2-title: Fräulein [306, 606, 412, 633]
classified-headline: Suche gut erhaltenen [912, 2190, 1007, 2227]
classified-section-header: Stellengesuche [255, 1853, 418, 1872]
classified-text: Bitte beeilen Sie ſich! Zirka 60 Paar [749, 2032, 872, 2059]
price-item-note: ausgeſucht, wohlſchmeckende [1227, 1928, 1329, 1952]
col1-paragraph: c) ob und in welchem Umfang, vorbehaltlich der gemäß § 8a getroffenen Beſtimmungen, Betrieben, die Getreide oder daraus hergeſtellte Erzeugniſſe verarbeiten, ſolche zu liefern ſind. Als Betriebe in dieſem Sinne gelten nicht Mehlmühlen, Bäckereien und Konditoreien (§ 58), ferner Brauereien und Mälzereien; [510, 421, 965, 471]
classifieds-column-6 [912, 1559, 1112, 2286]
price-item-name: Bohnen [1095, 1931, 1193, 1957]
